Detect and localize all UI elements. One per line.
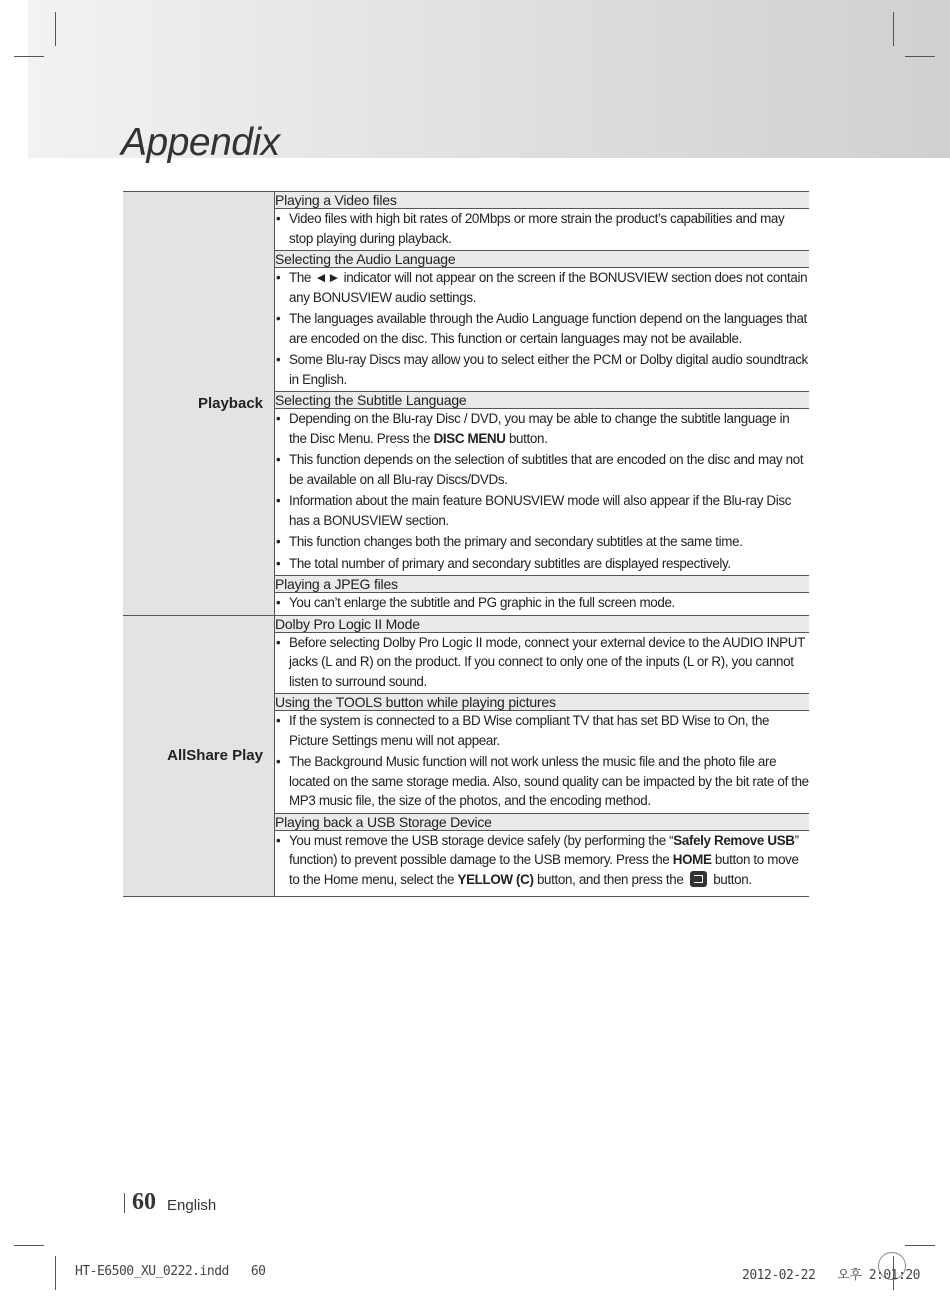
bullet-item: • Information about the main feature BONUSVIEW mode will also appear if the Blu-ray Disc has a BONUSVIEW section. [275,491,809,530]
enter-icon [690,871,707,887]
section-title-dolby: Dolby Pro Logic II Mode [275,615,810,632]
bullet-item: • This function changes both the primary and secondary subtitles at the same time. [275,532,809,552]
bullet-item: • This function depends on the selection of subtitles that are encoded on the disc and may not be available on all Blu-ray Discs/DVDs. [275,450,809,489]
bullet-text: You must remove the USB storage device safely (by performing the “ [289,832,674,848]
crop-mark [55,12,56,46]
section-body-video-files [275,209,810,251]
section-body-subtitle-language [275,409,810,576]
bullet-item: • You can’t enlarge the subtitle and PG graphic in the full screen mode. [275,593,809,613]
section-title-subtitle-language: Selecting the Subtitle Language [275,392,810,409]
section-title-video-files: Playing a Video files [275,192,810,209]
bullet-item: • If the system is connected to a BD Wise compliant TV that has set BD Wise to On, the Picture Settings menu will not appear. [275,711,809,750]
bullet-text: button. [709,871,752,887]
print-slug-date: 2012-02-22 오후 2:01:20 [742,1268,920,1283]
section-title-audio-language: Selecting the Audio Language [275,251,810,268]
bullet-item: • The ◄► indicator will not appear on the screen if the BONUSVIEW section does not contain any BONUSVIEW audio settings. [275,268,809,307]
bullet-item [275,409,809,448]
safely-remove-usb-label: Safely Remove USB [673,832,795,848]
section-body-audio-language [275,268,810,392]
bullet-item: • The languages available through the Audio Language function depend on the languages that are encoded on the disc. This function or certain languages may not be available. [275,309,809,348]
disc-menu-label: DISC MENU [433,430,506,446]
section-body-jpeg-files [275,593,810,616]
bullet-text: Depending on the Blu-ray Disc / DVD, you may be able to change the subtitle language in the Disc Menu. Press the [289,411,790,446]
section-title-usb: Playing back a USB Storage Device [275,813,810,830]
section-body-usb [275,830,810,897]
bullet-item [275,831,809,890]
bullet-text: button to move to the Home menu, select the [289,852,799,887]
category-playback: Playback [123,192,275,616]
bullet-text: ” function) to prevent possible damage to the USB memory. Press the [289,832,799,867]
section-body-tools [275,711,810,814]
section-title-jpeg-files: Playing a JPEG files [275,576,810,593]
footer-language: English [167,1197,217,1214]
category-allshare-play: AllShare Play [123,615,275,897]
print-slug-file: HT-E6500_XU_0222.indd 60 [75,1264,266,1279]
crop-mark [14,1245,44,1246]
bullet-text: button. [505,430,548,446]
crop-mark [905,1245,935,1246]
footer-divider [124,1193,125,1213]
bullet-item: • The Background Music function will not work unless the music file and the photo file are located on the same storage media. Also, sound quality can be impacted by the bit rate of the MP3 music file, the size of the photos, and the encoding method. [275,752,809,811]
crop-mark [55,1256,56,1290]
yellow-c-label: YELLOW (C) [457,871,534,887]
appendix-table [123,191,809,897]
crop-mark [14,56,44,57]
section-title-tools: Using the TOOLS button while playing pictures [275,694,810,711]
section-body-dolby [275,632,810,694]
crop-mark [905,56,935,57]
bullet-item: • Some Blu-ray Discs may allow you to select either the PCM or Dolby digital audio soundtrack in English. [275,350,809,389]
bullet-text: button, and then press the [533,871,687,887]
home-label: HOME [672,852,712,867]
bullet-item: • Video files with high bit rates of 20Mbps or more strain the product’s capabilities and may stop playing during playback. [275,209,809,248]
crop-mark [893,12,894,46]
page-title: Appendix [121,121,280,164]
page-number: 60 [132,1189,156,1215]
bullet-item: • The total number of primary and secondary subtitles are displayed respectively. [275,554,809,574]
bullet-item: • Before selecting Dolby Pro Logic II mode, connect your external device to the AUDIO INPUT jacks (L and R) on the product. If you connect to only one of the inputs (L or R), you cannot listen to surround sound. [275,633,809,692]
